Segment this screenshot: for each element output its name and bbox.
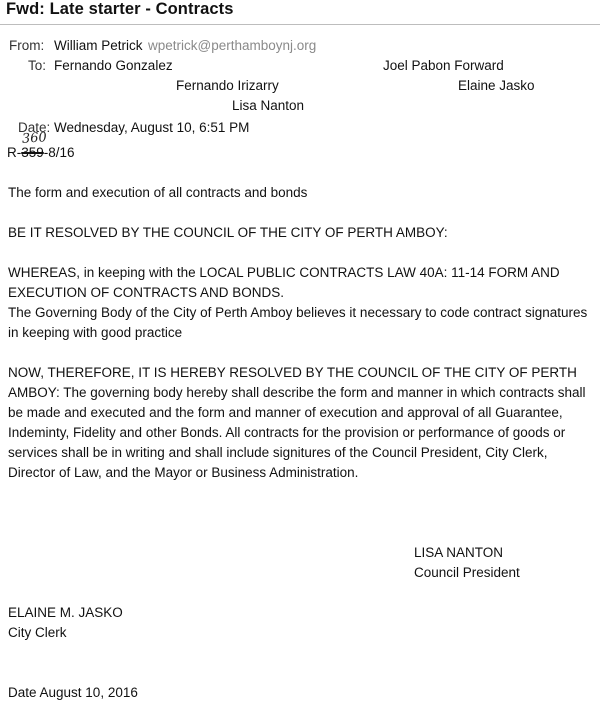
ref-prefix: R- (7, 145, 22, 160)
president-title: Council President (414, 565, 520, 580)
recipient[interactable]: Joel Pabon Forward (383, 58, 504, 73)
header-divider (0, 24, 600, 25)
recipient[interactable]: Lisa Nanton (232, 98, 305, 113)
to-label: To: (28, 58, 47, 73)
resolved-heading: BE IT RESOLVED BY THE COUNCIL OF THE CITY OF PERTH AMBOY: (8, 225, 448, 240)
from-name[interactable]: William Petrick (54, 38, 143, 53)
recipient[interactable]: Elaine Jasko (458, 78, 535, 93)
email-subject: Fwd: Late starter - Contracts (6, 0, 234, 18)
clerk-name: ELAINE M. JASKO (8, 605, 123, 620)
date-label: Date: (18, 120, 51, 135)
from-label: From: (9, 38, 45, 53)
clerk-title: City Clerk (8, 625, 67, 640)
whereas-paragraph: WHEREAS, in keeping with the LOCAL PUBLIC CONTRACTS LAW 40A: 11-14 FORM AND EXECUTION OF CONTRACTS AND BONDS. (8, 265, 560, 300)
recipient[interactable]: Fernando Irizarry (176, 78, 279, 93)
now-therefore-paragraph: NOW, THEREFORE, IT IS HEREBY RESOLVED BY THE COUNCIL OF THE CITY OF PERTH AMBOY: The governing body hereby shall describe the form and manner in which contracts shall be made and executed and the form and manner of execution and approval of all Guarantee, Indeminty, Fidelity and other Bonds. All contracts for the provision or performance of goods or services shall be in writing and shall include signitures of the Council President, City Clerk, Director of Law, and the Mayor or Business Administration. (8, 365, 586, 480)
intro-text: The form and execution of all contracts and bonds (8, 185, 308, 200)
resolution-number (7, 145, 75, 160)
date-value: Wednesday, August 10, 6:51 PM (54, 120, 250, 135)
from-email[interactable]: wpetrick@perthamboynj.org (148, 38, 317, 53)
ref-struck-number: 359 (21, 145, 44, 160)
recipient[interactable]: Fernando Gonzalez (54, 58, 173, 73)
ref-suffix: -8/16 (43, 145, 75, 160)
handwritten-correction: 360 (21, 130, 48, 147)
president-name: LISA NANTON (414, 545, 504, 560)
footer-date: Date August 10, 2016 (8, 685, 138, 700)
governing-paragraph: The Governing Body of the City of Perth Amboy believes it necessary to code contract signatures in keeping with good practice (8, 305, 588, 340)
